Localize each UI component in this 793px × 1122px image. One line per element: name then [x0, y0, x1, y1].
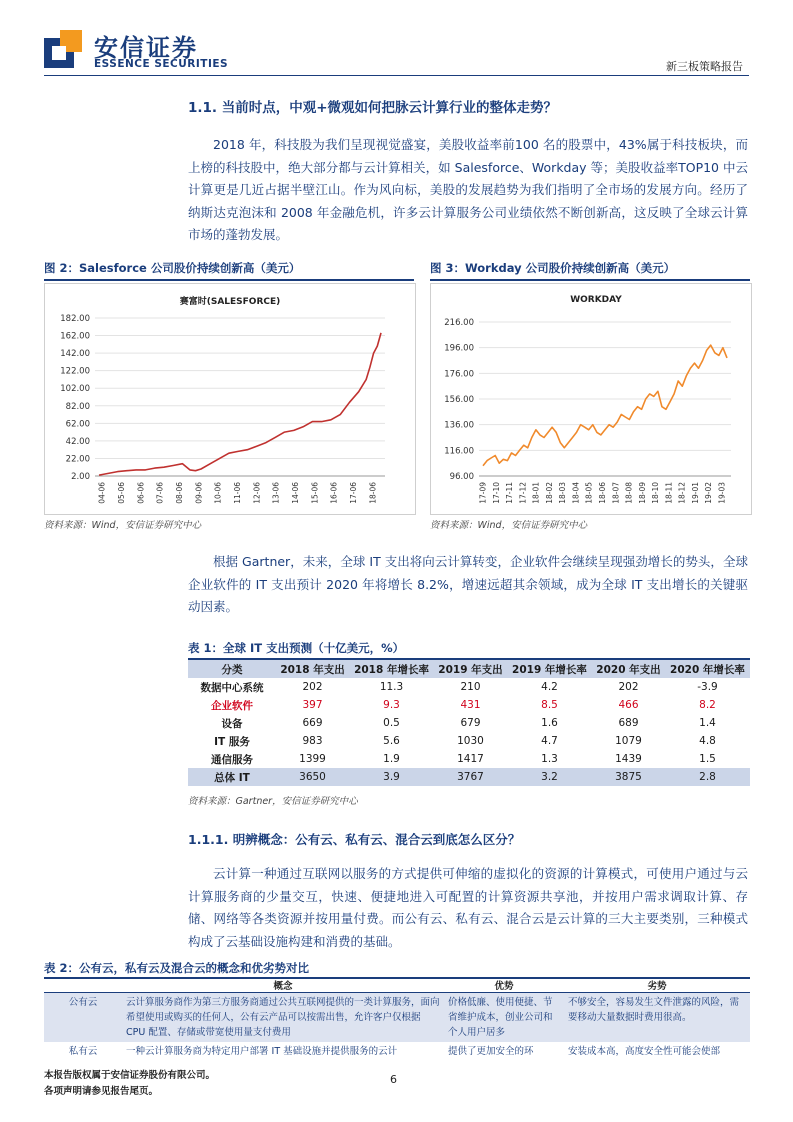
- table-row: [188, 696, 750, 714]
- table-cell: 4.2: [541, 681, 558, 693]
- table-row: [44, 1042, 750, 1061]
- row-label: 通信服务: [211, 753, 253, 766]
- x-tick-label: 15-06: [310, 482, 320, 504]
- x-tick-label: 18-06: [598, 482, 607, 504]
- table-cell: 3767: [434, 768, 507, 786]
- table-cell: 689: [618, 717, 639, 729]
- table-cell: 1079: [615, 735, 642, 747]
- x-tick-label: 13-06: [271, 482, 281, 504]
- table-row: [188, 714, 750, 732]
- x-tick-label: 18-03: [558, 482, 568, 504]
- table-cell: 3.2: [507, 768, 592, 786]
- table-row: [44, 993, 750, 1043]
- table-row: [188, 678, 750, 696]
- table-1-source: 资料来源：Gartner，安信证券研究中心: [188, 796, 358, 807]
- y-tick-label: 122.00: [60, 366, 90, 377]
- table-cell: 1399: [299, 753, 326, 765]
- table-cell: 1.9: [383, 753, 400, 765]
- x-tick-label: 19-01: [690, 482, 700, 504]
- x-tick-label: 06-06: [136, 482, 146, 504]
- table-cell: 3.9: [349, 768, 434, 786]
- paragraph-text: 云计算一种通过互联网以服务的方式提供可伸缩的虚拟化的资源的计算模式，可使用户通过与云计算服务商的少量交互，快速、便捷地进入可配置的计算资源共享池，并按用户需求调取计算、存储、网络等各类资源并按用量付费。而公有云、私有云、混合云是云计算的三大主要类别，三种模式构成了云基础设施构建和消费的基础。: [188, 866, 748, 949]
- table-2-caption: 表 2：公有云，私有云及混合云的概念和优劣势对比: [44, 961, 310, 975]
- col-header: 2020 年支出: [592, 660, 665, 678]
- x-tick-label: 17-11: [505, 482, 515, 504]
- table-cell: 1439: [615, 753, 642, 765]
- col-header: 劣势: [564, 978, 750, 993]
- x-tick-label: 18-02: [544, 482, 554, 504]
- col-header: [44, 978, 122, 993]
- y-tick-label: 196.00: [444, 343, 474, 354]
- table-header-row: [188, 660, 750, 678]
- x-tick-label: 17-09: [478, 482, 488, 504]
- y-tick-label: 162.00: [60, 331, 90, 342]
- brand-name-en: ESSENCE SECURITIES: [94, 58, 229, 70]
- table-cell: 669: [302, 717, 323, 729]
- y-tick-label: 2.00: [71, 472, 90, 482]
- y-tick-label: 82.00: [65, 401, 90, 412]
- table-cell: 397: [302, 699, 323, 711]
- y-tick-label: 62.00: [65, 419, 90, 430]
- table-cell: 210: [460, 681, 481, 693]
- page-number: 6: [390, 1073, 397, 1086]
- paragraph-text: 根据 Gartner，未来，全球 IT 支出将向云计算转变，企业软件会继续呈现强劲增长的势头，全球企业软件的 IT 支出预计 2020 年将增长 8.2%，增速远超其余领域，成为全球 IT 支出增长的关键驱动因素。: [188, 554, 748, 614]
- x-tick-label: 18-06: [368, 482, 378, 504]
- x-tick-label: 17-12: [518, 482, 528, 504]
- x-tick-label: 16-06: [329, 482, 339, 504]
- table-cell: 679: [460, 717, 481, 729]
- table-cell: 8.5: [541, 699, 558, 711]
- row-label: 设备: [221, 717, 243, 730]
- workday-chart-panel: [430, 283, 752, 515]
- report-type: 新三板策略报告: [666, 60, 743, 73]
- row-pros: 价格低廉、使用便捷、节省维护成本，创业公司和个人用户居多: [444, 993, 564, 1043]
- section-1-1-paragraph: [188, 134, 748, 247]
- y-tick-label: 22.00: [65, 454, 90, 465]
- table-cell: 466: [618, 699, 639, 711]
- row-pros: 提供了更加安全的环: [448, 1046, 534, 1057]
- table-cell: 4.7: [541, 735, 558, 747]
- table-cell: 3875: [592, 768, 665, 786]
- row-concept: 一种云计算服务商为特定用户部署 IT 基础设施并提供服务的云计: [126, 1046, 398, 1057]
- section-title-1-1: 1.1. 当前时点，中观+微观如何把脉云计算行业的整体走势？: [188, 100, 558, 116]
- table-cell: 3650: [276, 768, 349, 786]
- essence-logo-icon: [44, 30, 82, 68]
- col-header: 优势: [444, 978, 564, 993]
- header-divider: [44, 75, 749, 76]
- y-tick-label: 96.00: [449, 472, 474, 482]
- table-cell: 202: [618, 681, 639, 693]
- x-tick-label: 14-06: [291, 482, 300, 504]
- x-tick-label: 18-01: [531, 482, 541, 504]
- y-tick-label: 102.00: [60, 384, 90, 395]
- x-tick-label: 09-06: [194, 482, 204, 504]
- x-tick-label: 08-06: [175, 482, 184, 504]
- table-cell: 5.6: [383, 735, 400, 747]
- x-tick-label: 07-06: [155, 482, 165, 504]
- y-tick-label: 136.00: [444, 420, 474, 431]
- table-1-caption: 表 1：全球 IT 支出预测（十亿美元，%）: [188, 641, 405, 655]
- y-tick-label: 182.00: [60, 314, 90, 324]
- x-tick-label: 18-08: [624, 482, 634, 504]
- table-cell: 202: [302, 681, 323, 693]
- row-label: 总体 IT: [188, 768, 276, 786]
- col-header: 2018 年支出: [276, 660, 349, 678]
- x-tick-label: 18-11: [664, 482, 674, 504]
- table-cell: 431: [460, 699, 481, 711]
- y-tick-label: 116.00: [444, 446, 474, 457]
- row-name: 公有云: [44, 993, 122, 1043]
- table-cell: 9.3: [383, 699, 400, 711]
- x-tick-label: 18-07: [611, 482, 621, 504]
- chart-title: 赛富时(SALESFORCE): [179, 297, 281, 307]
- brand-name-cn: 安信证券: [94, 34, 198, 62]
- chart-title: WORKDAY: [570, 295, 622, 305]
- stock-price-line: [483, 345, 727, 466]
- col-header: 2018 年增长率: [349, 660, 434, 678]
- col-header: 2019 年支出: [434, 660, 507, 678]
- table-row: [188, 750, 750, 768]
- x-tick-label: 12-06: [252, 482, 262, 504]
- row-label: 企业软件: [211, 699, 253, 712]
- table-header-row: [44, 978, 750, 993]
- it-spending-table: [188, 660, 750, 786]
- table-cell: -3.9: [697, 681, 718, 693]
- table-cell: 2.8: [665, 768, 750, 786]
- row-label: IT 服务: [214, 735, 250, 748]
- figure-3-caption: 图 3：Workday 公司股价持续创新高（美元）: [430, 261, 676, 275]
- x-tick-label: 18-05: [584, 482, 594, 504]
- x-tick-label: 04-06: [97, 482, 107, 504]
- table-cell: 1.3: [541, 753, 558, 765]
- row-concept: 云计算服务商作为第三方服务商通过公共互联网提供的一类计算服务，面向希望使用或购买的任何人，公有云产品可以按需出售，允许客户仅根据 CPU 配置、存储或带宽使用量支付费用: [122, 993, 444, 1043]
- x-tick-label: 05-06: [117, 482, 126, 504]
- salesforce-chart-panel: [44, 283, 416, 515]
- figure-2-caption: 图 2：Salesforce 公司股价持续创新高（美元）: [44, 261, 301, 275]
- figure-2-source: 资料来源：Wind，安信证券研究中心: [44, 520, 202, 531]
- y-tick-label: 216.00: [444, 318, 474, 328]
- table-cell: 1.4: [699, 717, 716, 729]
- x-tick-label: 11-06: [233, 482, 242, 504]
- table-cell: 1.6: [541, 717, 558, 729]
- table-row: [188, 732, 750, 750]
- col-header: 2019 年增长率: [507, 660, 592, 678]
- copyright-notice: 本报告版权属于安信证券股份有限公司。: [44, 1070, 216, 1081]
- x-tick-label: 17-06: [349, 482, 358, 504]
- table-cell: 1.5: [699, 753, 716, 765]
- row-cons: 安装成本高，高度安全性可能会使部: [568, 1046, 721, 1057]
- figure-2-rule: [44, 279, 414, 281]
- y-tick-label: 176.00: [444, 369, 474, 380]
- col-header: 概念: [122, 978, 444, 993]
- gartner-paragraph: [188, 551, 748, 619]
- disclaimer-notice: 各项声明请参见报告尾页。: [44, 1086, 159, 1097]
- col-header: 分类: [188, 660, 276, 678]
- table-cell: 4.8: [699, 735, 716, 747]
- table-cell: 1417: [457, 753, 484, 765]
- row-label: 数据中心系统: [200, 681, 264, 694]
- section-title-1-1-1: 1.1.1. 明辨概念：公有云、私有云、混合云到底怎么区分？: [188, 832, 521, 847]
- x-tick-label: 18-04: [571, 482, 581, 504]
- col-header: 2020 年增长率: [665, 660, 750, 678]
- workday-stock-chart: [431, 284, 751, 514]
- x-tick-label: 10-06: [213, 482, 223, 504]
- figure-3-rule: [430, 279, 750, 281]
- table-cell: 0.5: [383, 717, 400, 729]
- stock-price-line: [99, 333, 381, 475]
- x-tick-label: 19-02: [704, 482, 714, 504]
- table-cell: 983: [302, 735, 323, 747]
- x-tick-label: 17-10: [491, 482, 501, 504]
- table-cell: 11.3: [379, 681, 404, 693]
- x-tick-label: 18-10: [651, 482, 661, 504]
- x-tick-label: 18-09: [637, 482, 647, 504]
- y-tick-label: 142.00: [60, 349, 90, 360]
- cloud-comparison-table: [44, 978, 750, 1061]
- table-cell: 1030: [457, 735, 484, 747]
- x-tick-label: 19-03: [717, 482, 727, 504]
- table-cell: 8.2: [699, 699, 716, 711]
- paragraph-text: 2018 年，科技股为我们呈现视觉盛宴，美股收益率前100 名的股票中，43%属于科技板块，而上榜的科技股中，绝大部分都与云计算相关，如 Salesforce、Workday 等；美股收益率TOP10 中云计算更是几近占据半壁江山。作为风向标，美股的发展趋势为我们指明了全市场的发展方向。经历了纳斯达克泡沫和 2008 年金融危机，许多云计算服务公司业绩依然不断创新高，这反映了全球云计算市场的蓬勃发展。: [188, 137, 748, 242]
- salesforce-stock-chart: [45, 284, 415, 514]
- section-1-1-1-paragraph: [188, 863, 748, 953]
- x-tick-label: 18-12: [677, 482, 687, 504]
- y-tick-label: 156.00: [444, 395, 474, 405]
- row-name: 私有云: [68, 1046, 98, 1057]
- y-tick-label: 42.00: [65, 436, 90, 447]
- table-row: [188, 768, 750, 786]
- row-cons: 不够安全，容易发生文件泄露的风险，需要移动大量数据时费用很高。: [564, 993, 750, 1043]
- figure-3-source: 资料来源：Wind，安信证券研究中心: [430, 520, 588, 531]
